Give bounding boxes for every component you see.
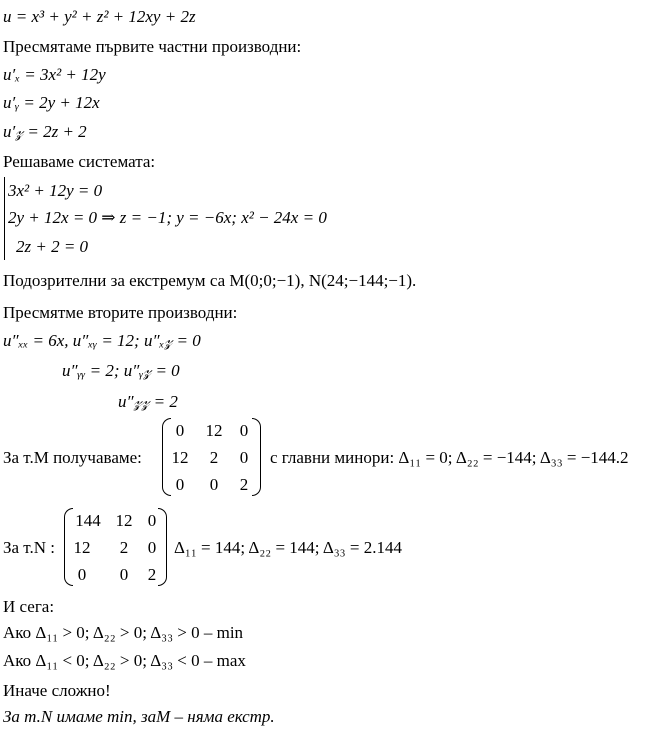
heading-first-derivatives: Пресмятаме първите частни производни: bbox=[3, 37, 302, 56]
rule-min: Ако Δ₁₁ > 0; Δ₂₂ > 0; Δ₃₃ > 0 – min bbox=[3, 623, 244, 642]
heading-and-now: И сега: bbox=[3, 597, 55, 616]
matrix-m-cell: 0 bbox=[209, 475, 219, 494]
conclusion: За т.N имаме min, заM – няма екстр. bbox=[3, 707, 275, 726]
derivative-uz: u′𝓏 = 2z + 2 bbox=[3, 122, 87, 141]
matrix-n-cell: 0 bbox=[147, 538, 157, 557]
matrix-n-minors: Δ₁₁ = 144; Δ₂₂ = 144; Δ₃₃ = 2.144 bbox=[174, 538, 402, 557]
matrix-n-prefix: За т.N : bbox=[3, 538, 55, 557]
matrix-n-cell: 0 bbox=[119, 565, 129, 584]
second-derivatives-row-2: u″ᵧᵧ = 2; u″ᵧ𝓏 = 0 bbox=[62, 361, 180, 380]
suspect-points: Подозрителни за екстремум са M(0;0;−1), N(24;−144;−1). bbox=[3, 271, 417, 290]
matrix-m-cell: 12 bbox=[205, 421, 223, 440]
matrix-n-cell: 12 bbox=[115, 511, 133, 530]
matrix-m-cell: 12 bbox=[171, 448, 189, 467]
matrix-m-cell: 0 bbox=[175, 475, 185, 494]
matrix-n-cell: 144 bbox=[75, 511, 101, 530]
system-eq-1: 3x² + 12y = 0 bbox=[8, 181, 103, 200]
second-derivatives-row-3: u″𝓏𝓏 = 2 bbox=[118, 392, 178, 411]
matrix-m-minors: с главни минори: Δ₁₁ = 0; Δ₂₂ = −144; Δ₃₃ = −144.2 bbox=[270, 448, 629, 467]
matrix-n-right-bracket bbox=[158, 508, 167, 586]
matrix-m-right-bracket bbox=[252, 418, 261, 496]
matrix-m-prefix: За т.M получаваме: bbox=[3, 448, 142, 467]
matrix-m-cell: 0 bbox=[175, 421, 185, 440]
system-eq-2: 2y + 12x = 0 ⇒ z = −1; y = −6x; x² − 24x = 0 bbox=[8, 208, 327, 227]
matrix-n-cell: 2 bbox=[147, 565, 157, 584]
second-derivatives-row-1: u″ₓₓ = 6x, u″ₓᵧ = 12; u″ₓ𝓏 = 0 bbox=[3, 331, 201, 350]
matrix-m-cell: 0 bbox=[239, 448, 249, 467]
matrix-n-cell: 2 bbox=[119, 538, 129, 557]
derivative-ux: u′ₓ = 3x² + 12y bbox=[3, 65, 106, 84]
heading-solve-system: Решаваме системата: bbox=[3, 152, 156, 171]
heading-second-derivatives: Пресмятме вторите производни: bbox=[3, 303, 238, 322]
system-brace bbox=[4, 177, 5, 260]
heading-otherwise: Иначе сложно! bbox=[3, 681, 111, 700]
derivative-uy: u′ᵧ = 2y + 12x bbox=[3, 93, 100, 112]
matrix-n-cell: 0 bbox=[147, 511, 157, 530]
matrix-m-cell: 2 bbox=[239, 475, 249, 494]
matrix-n-cell: 12 bbox=[73, 538, 91, 557]
matrix-m-cell: 0 bbox=[239, 421, 249, 440]
matrix-m-cell: 2 bbox=[209, 448, 219, 467]
function-definition: u = x³ + y² + z² + 12xy + 2z bbox=[3, 7, 196, 26]
matrix-n-cell: 0 bbox=[77, 565, 87, 584]
system-eq-3: 2z + 2 = 0 bbox=[16, 237, 89, 256]
rule-max: Ако Δ₁₁ < 0; Δ₂₂ > 0; Δ₃₃ < 0 – max bbox=[3, 651, 246, 670]
